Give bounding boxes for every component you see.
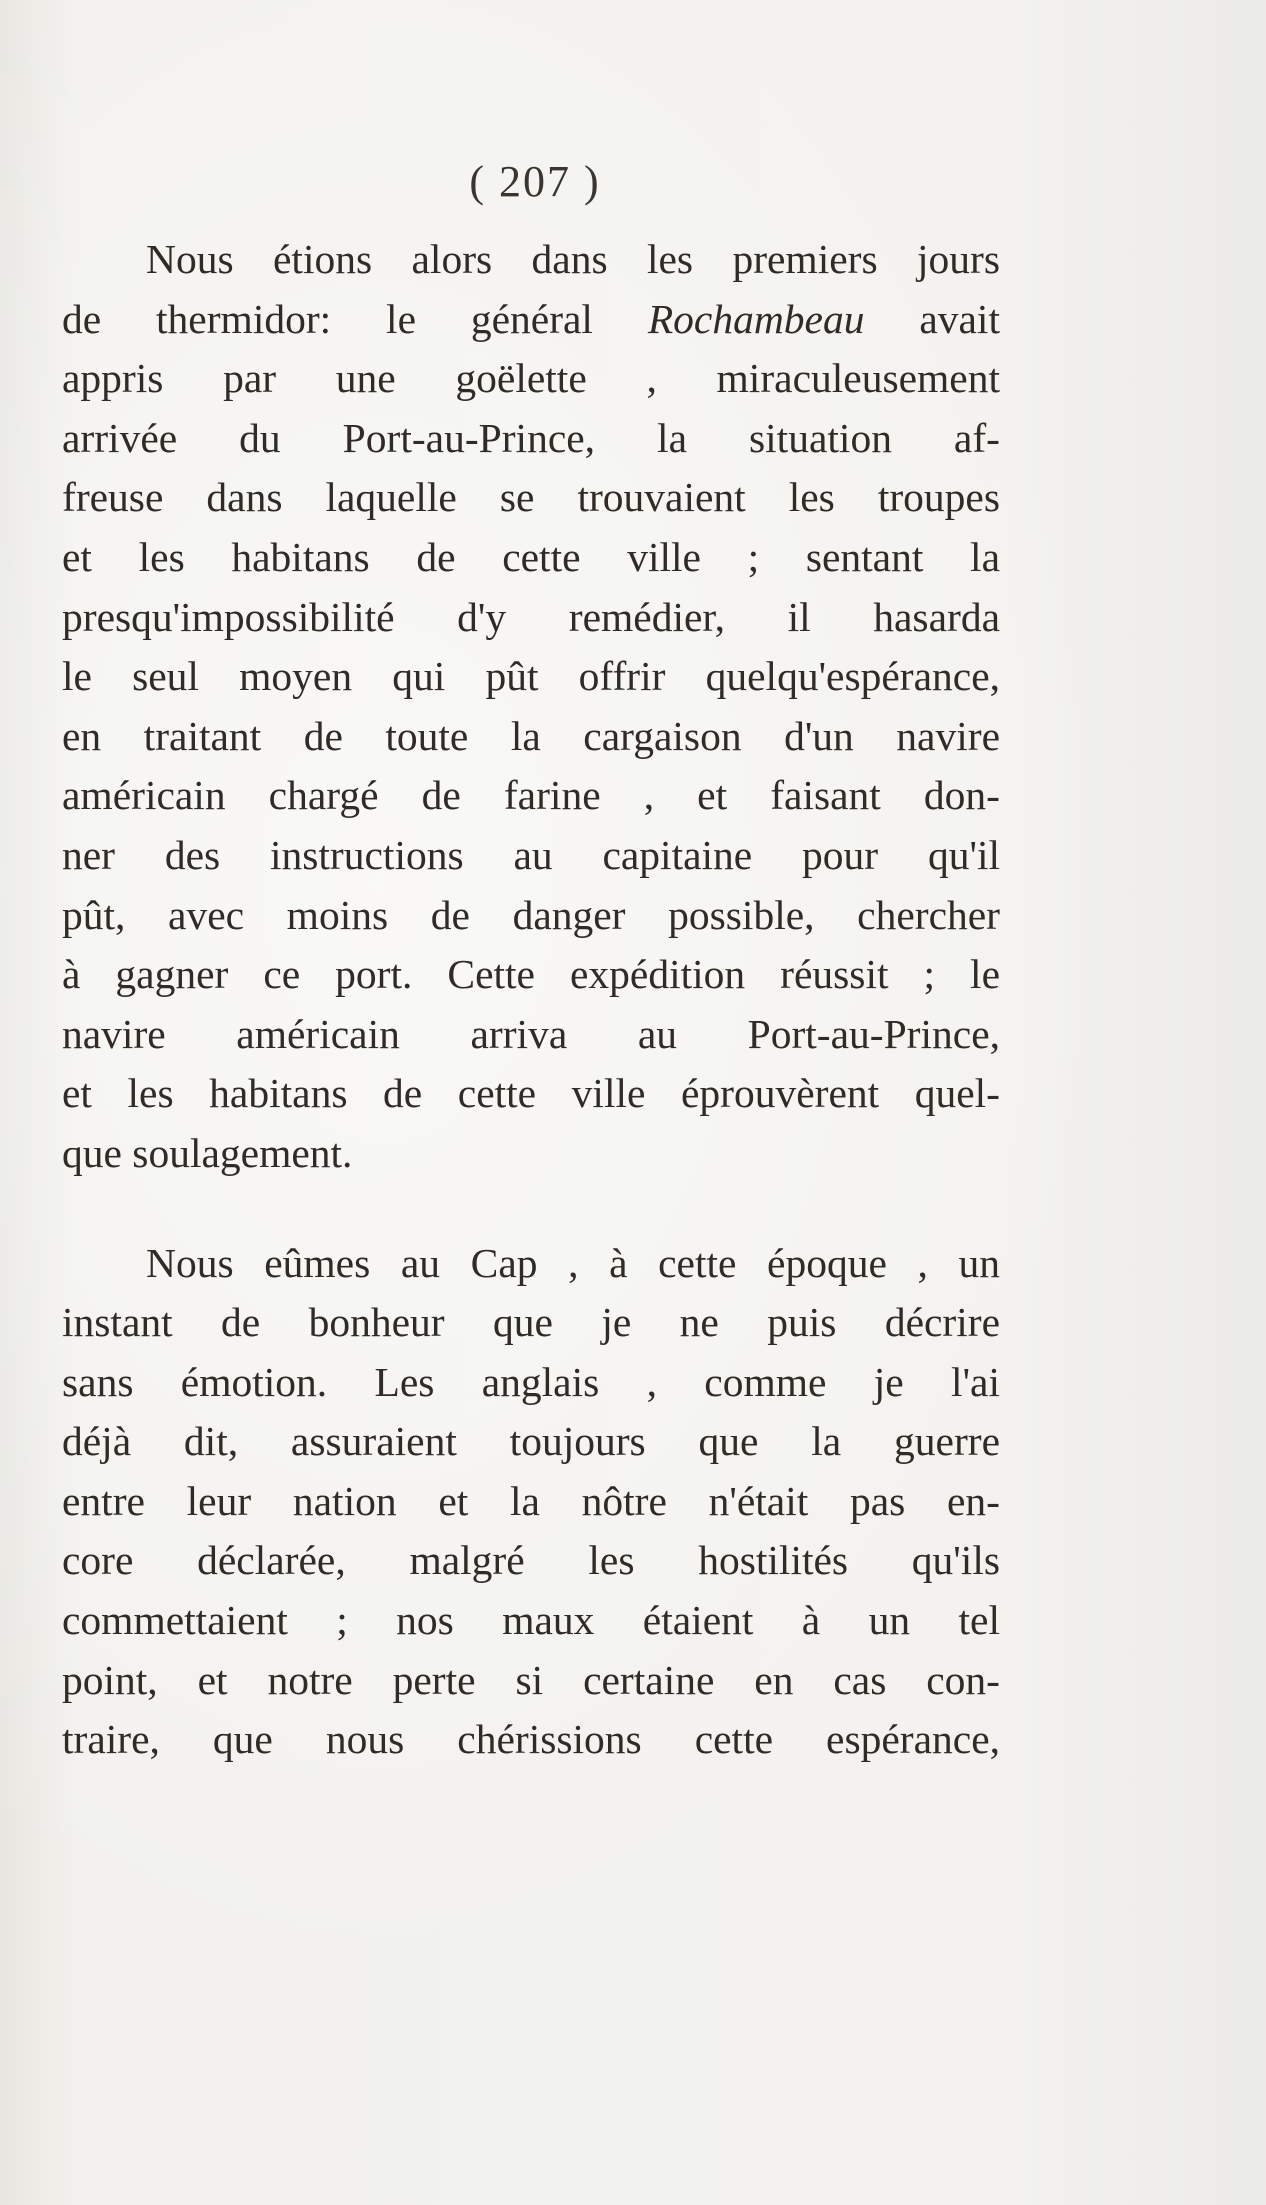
text-line: le seul moyen qui pût offrir quelqu'espérance, (62, 653, 1000, 700)
paragraph-gap (62, 1184, 1000, 1234)
text-line: freuse dans laquelle se trouvaient les troupes (62, 474, 1000, 521)
text-line: que soulagement. (62, 1129, 353, 1176)
paragraph-1 (62, 230, 1000, 1184)
text-line: instant de bonheur que je ne puis décrire (62, 1299, 1000, 1346)
body-text (62, 230, 1000, 1770)
italic-name: Rochambeau (647, 295, 865, 342)
text-line: traire, que nous chérissions cette espérance, (62, 1716, 1000, 1763)
text-line: Nous eûmes au Cap , à cette époque , un (146, 1239, 1000, 1286)
text-line: ner des instructions au capitaine pour qu'il (62, 831, 1000, 878)
text-line (62, 290, 1000, 350)
text-line: Nous étions alors dans les premiers jours (146, 236, 1000, 282)
text-line: déjà dit, assuraient toujours que la guerre (62, 1418, 1000, 1465)
text-line: entre leur nation et la nôtre n'était pas en- (62, 1477, 1000, 1524)
text-line: commettaient ; nos maux étaient à un tel (62, 1597, 1000, 1644)
text-line: appris par une goëlette , miraculeusement (62, 355, 1000, 402)
text-line: en traitant de toute la cargaison d'un navire (62, 712, 1000, 759)
text-line: presqu'impossibilité d'y remédier, il hasarda (62, 593, 1000, 640)
paragraph-2 (62, 1234, 1000, 1770)
text-line: américain chargé de farine , et faisant don- (62, 772, 1000, 819)
text-line: core déclarée, malgré les hostilités qu'ils (62, 1537, 1000, 1584)
text-line: et les habitans de cette ville ; sentant la (62, 533, 1000, 580)
text-line: arrivée du Port-au-Prince, la situation af- (62, 414, 1000, 461)
text-line: sans émotion. Les anglais , comme je l'ai (62, 1358, 1000, 1405)
page-number: ( 207 ) (469, 157, 601, 206)
text-line: et les habitans de cette ville éprouvèrent quel- (62, 1070, 1000, 1117)
text-line: à gagner ce port. Cette expédition réussit ; le (62, 951, 1000, 998)
text-line: navire américain arriva au Port-au-Prince, (62, 1010, 1000, 1057)
text-line: pût, avec moins de danger possible, chercher (62, 891, 1000, 938)
text-line: point, et notre perte si certaine en cas con- (62, 1656, 1000, 1703)
text-line-part: de thermidor: le général (62, 295, 648, 342)
text-line-part: avait (864, 295, 1000, 342)
